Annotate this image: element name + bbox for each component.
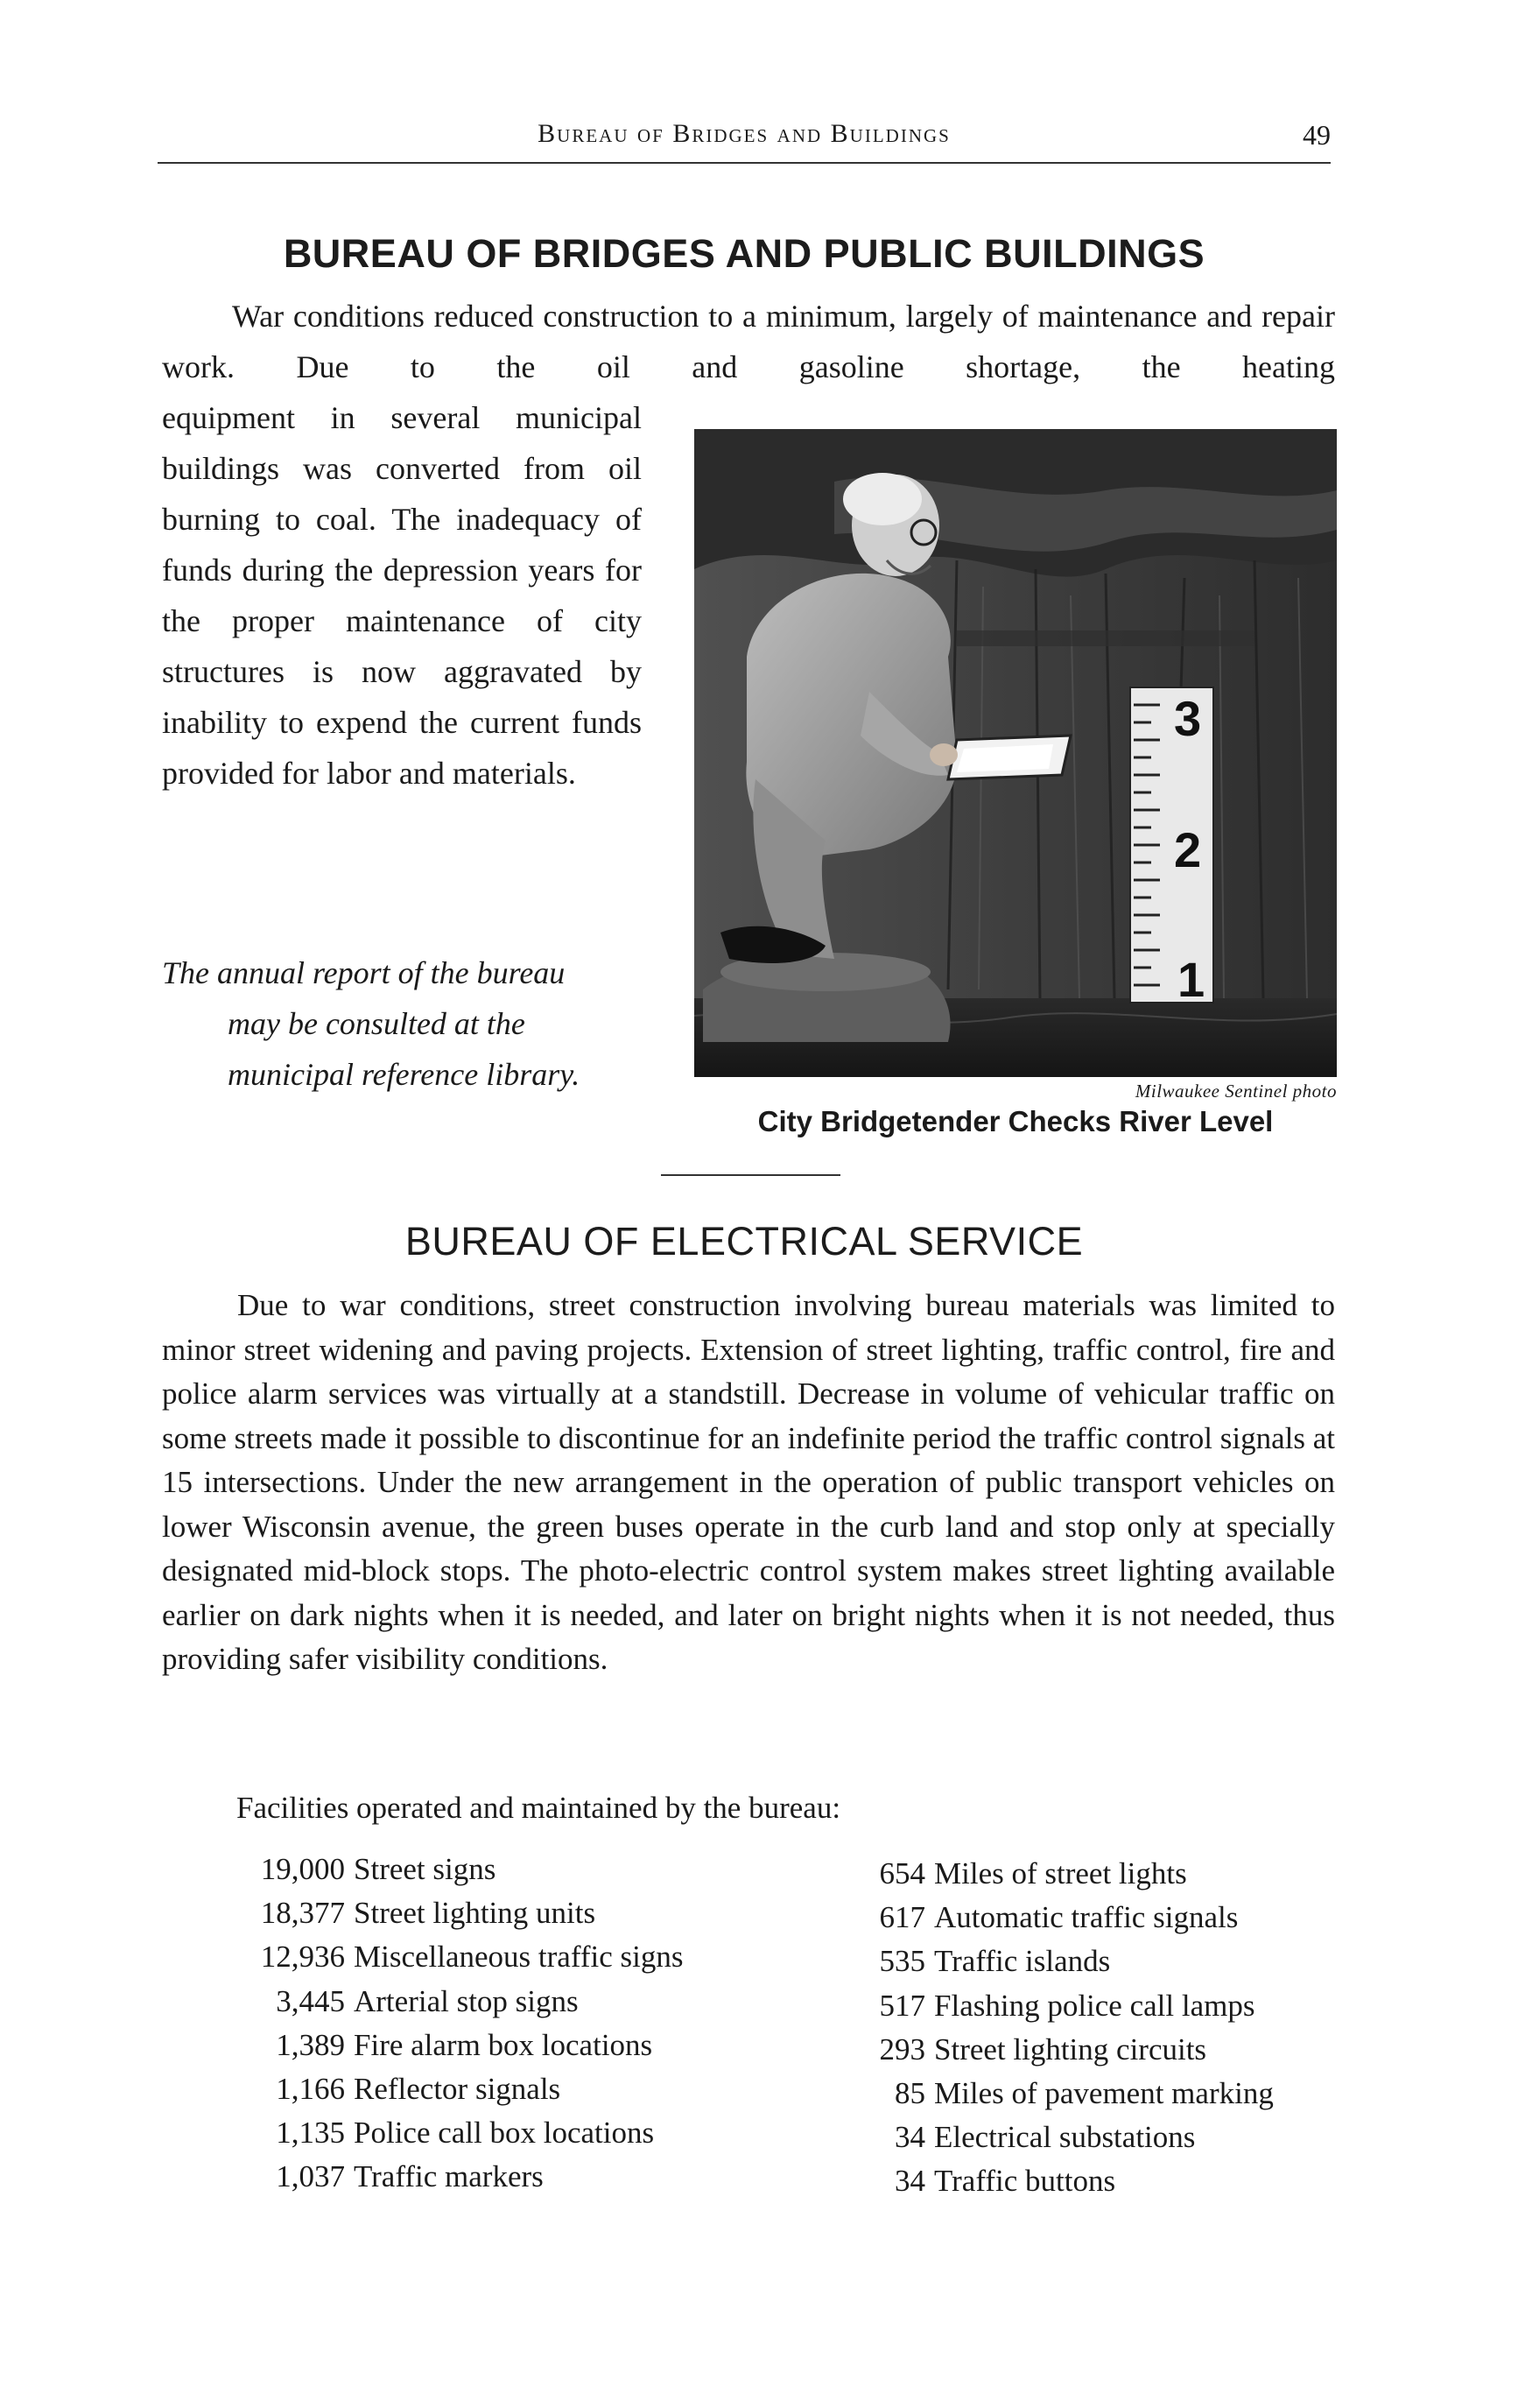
note-line: municipal reference library. (228, 1057, 580, 1092)
section-title-electrical: BUREAU OF ELECTRICAL SERVICE (404, 1219, 1084, 1264)
facility-count: 1,389 (276, 2027, 345, 2062)
photo-credit: Milwaukee Sentinel photo (1135, 1081, 1337, 1102)
facility-name: Street lighting circuits (934, 2031, 1207, 2067)
facility-item (854, 2116, 1274, 2159)
bridgetender-photo (694, 429, 1337, 1077)
facility-item (854, 2159, 1274, 2203)
facility-item (236, 2067, 684, 2111)
facility-name: Reflector signals (354, 2072, 561, 2107)
facility-name: Street signs (354, 1852, 496, 1886)
facility-count: 1,166 (276, 2072, 345, 2107)
gauge-label: 1 (1177, 952, 1205, 1007)
facility-count: 1,135 (276, 2116, 345, 2151)
facility-name: Traffic markers (354, 2159, 544, 2194)
facility-name: Arterial stop signs (354, 1983, 579, 2018)
section-divider (661, 1174, 840, 1176)
facility-name: Electrical substations (934, 2120, 1196, 2155)
facility-item (854, 1896, 1274, 1940)
photo-caption: City Bridgetender Checks River Level (757, 1105, 1274, 1137)
facility-item (854, 1940, 1274, 1983)
facility-item (854, 2072, 1274, 2116)
annual-report-note (162, 947, 642, 1100)
facility-count: 535 (879, 1944, 925, 1979)
facilities-list-right (854, 1852, 1274, 2204)
facility-name: Miles of street lights (934, 1856, 1187, 1890)
facility-count: 617 (879, 1900, 925, 1935)
header-rule (158, 162, 1331, 164)
facility-count: 34 (895, 2120, 925, 2155)
facility-count: 1,037 (276, 2159, 345, 2194)
facilities-intro: Facilities operated and maintained by the bureau: (236, 1791, 841, 1825)
facilities-list-left (236, 1848, 684, 2200)
facility-item (854, 2028, 1274, 2072)
facility-item (236, 2024, 684, 2067)
facility-count: 517 (879, 1988, 925, 2023)
gauge-label: 3 (1174, 691, 1202, 746)
facility-count: 293 (879, 2031, 925, 2067)
note-line: The annual report of the bureau (162, 955, 566, 990)
facility-name: Miles of pavement marking (934, 2076, 1274, 2111)
facility-count: 19,000 (260, 1852, 345, 1886)
facility-item (854, 1984, 1274, 2028)
bridges-paragraph-continued: equipment in several municipal buildings was converted from oil burning to coal. The inadequacy of funds during the depression years for the proper maintenance of city structures is now aggravated by inability to expend the current funds provided for labor and materials. (162, 400, 642, 791)
facility-name: Fire alarm box locations (354, 2027, 653, 2062)
section-title-bridges: BUREAU OF BRIDGES AND PUBLIC BUILDINGS (283, 231, 1205, 276)
facility-item (236, 1891, 684, 1935)
facility-count: 654 (879, 1856, 925, 1890)
facility-item (236, 2111, 684, 2155)
page-number: 49 (1303, 119, 1331, 151)
bridges-paragraph-start: War conditions reduced construction to a minimum, largely of maintenance and repair work. Due to the oil and gasoline shortage, the heating (162, 299, 1335, 384)
facility-name: Traffic islands (934, 1944, 1111, 1979)
facility-name: Street lighting units (354, 1896, 596, 1931)
facility-name: Miscellaneous traffic signs (354, 1940, 684, 1975)
facility-item (236, 1848, 684, 1891)
facility-name: Police call box locations (354, 2116, 655, 2151)
facility-name: Traffic buttons (934, 2164, 1116, 2199)
electrical-paragraph: Due to war conditions, street construction involving bureau materials was limited to minor street widening and paving projects. Extension of street lighting, traffic control, fire and police alarm services was virtually at a standstill. Decrease in volume of vehicular traffic on some streets made it possible to discontinue for an indefinite period the traffic control signals at 15 intersections. Under the new arrangement in the operation of public transport vehicles on lower Wisconsin avenue, the green buses operate in the curb land and stop only at specially designated mid-block stops. The photo-electric control system makes street lighting available earlier on dark nights when it is needed, and later on bright nights when it is not needed, thus providing safer visibility conditions. (162, 1288, 1335, 1676)
facility-item (236, 2155, 684, 2199)
facility-count: 3,445 (276, 1983, 345, 2018)
facility-name: Automatic traffic signals (934, 1900, 1239, 1935)
facility-count: 12,936 (260, 1940, 345, 1975)
bridgetender-photo-illustration (694, 429, 1337, 1077)
facility-count: 18,377 (260, 1896, 345, 1931)
facility-item (854, 1852, 1274, 1896)
note-line: may be consulted at the (228, 1006, 525, 1041)
gauge-label: 2 (1174, 822, 1202, 877)
running-head: Bureau of Bridges and Buildings (538, 119, 951, 148)
facility-name: Flashing police call lamps (934, 1988, 1255, 2023)
facility-count: 34 (895, 2164, 925, 2199)
facility-item (236, 1980, 684, 2024)
facility-item (236, 1935, 684, 1979)
facility-count: 85 (895, 2076, 925, 2111)
